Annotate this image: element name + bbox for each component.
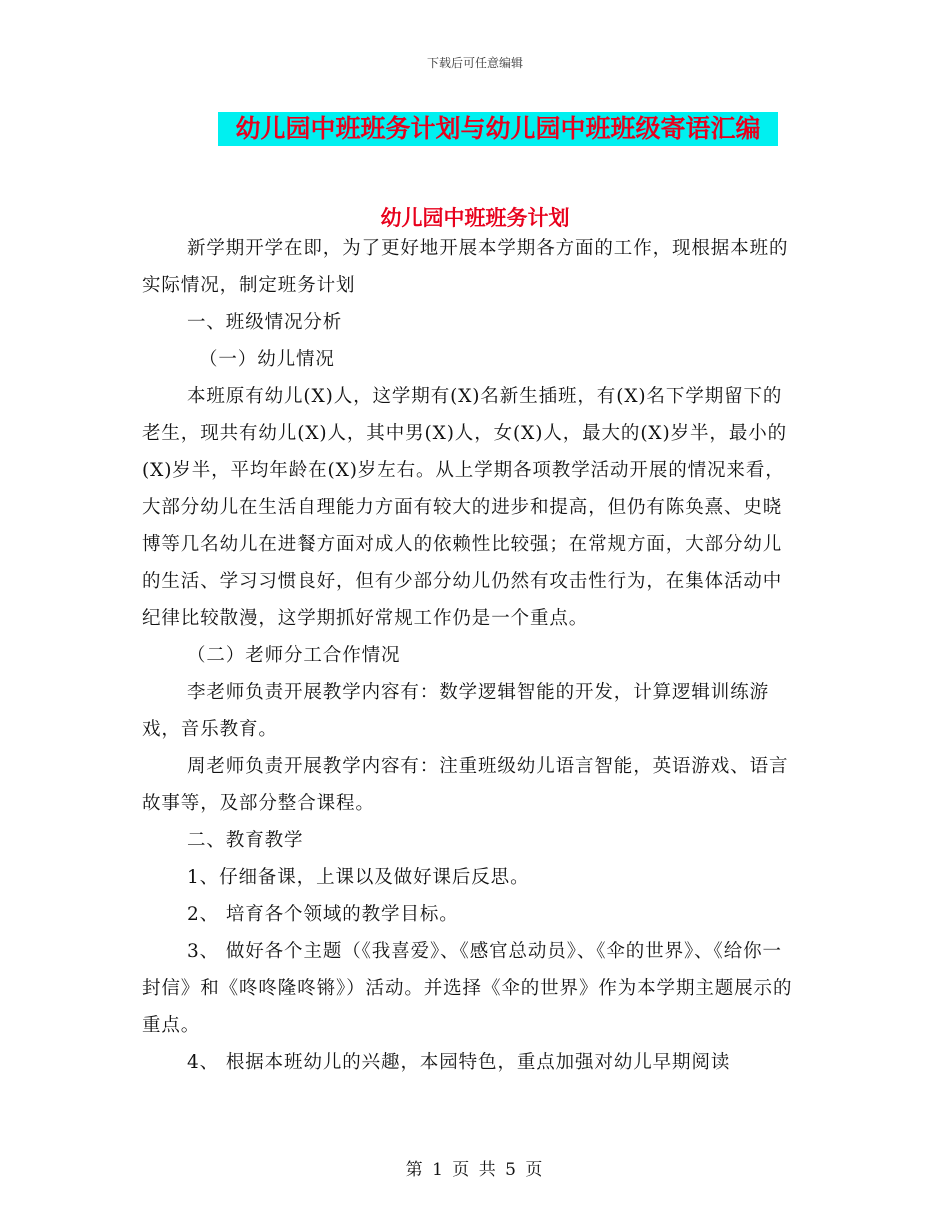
paragraph-teacher-zhou: 周老师负责开展教学内容有：注重班级幼儿语言智能，英语游戏、语言故事等，及部分整合课程。 [142,756,789,814]
list-item-2: 2、 培育各个领域的教学目标。 [187,904,459,925]
list-item-1: 1、仔细备课，上课以及做好课后反思。 [187,867,530,888]
page-indicator: 第 1 页 共 5 页 [405,1160,545,1180]
paragraph-children: 本班原有幼儿(X)人，这学期有(X)名新生插班，有(X)名下学期留下的老生，现共有幼儿(X)人，其中男(X)人，女(X)人，最大的(X)岁半，最小的(X)岁半，平均年龄在(X)岁左右。从上学期各项教学活动开展的情况来看，大部分幼儿在生活自理能力方面有较大的进步和提高，但仍有陈奂熹、史晓博等几名幼儿在进餐方面对成人的依赖性比较强；在常规方面，大部分幼儿的生活、学习习惯良好，但有少部分幼儿仍然有攻击性行为，在集体活动中纪律比较散漫，这学期抓好常规工作仍是一个重点。 [142,386,788,629]
paragraph-teacher-li: 李老师负责开展教学内容有：数学逻辑智能的开发，计算逻辑训练游戏，音乐教育。 [142,682,770,740]
heading-education: 二、教育教学 [187,830,304,851]
document-body [142,230,797,1081]
header-note: 下载后可任意编辑 [426,56,523,70]
section-title: 幼儿园中班班务计划 [380,205,570,230]
document-title: 幼儿园中班班务计划与幼儿园中班班级寄语汇编 [218,112,778,146]
paragraph-intro: 新学期开学在即，为了更好地开展本学期各方面的工作，现根据本班的实际情况，制定班务计划 [142,238,789,296]
subheading-teachers: （二）老师分工合作情况 [187,645,401,666]
heading-class-analysis: 一、班级情况分析 [187,312,343,333]
subheading-children: （一）幼儿情况 [199,349,335,370]
list-item-4: 4、 根据本班幼儿的兴趣，本园特色，重点加强对幼儿早期阅读 [187,1052,731,1073]
list-item-3: 3、 做好各个主题（《我喜爱》、《感官总动员》、《伞的世界》、《给你一封信》和《咚咚隆咚锵》）活动。并选择《伞的世界》作为本学期主题展示的重点。 [142,941,793,1036]
